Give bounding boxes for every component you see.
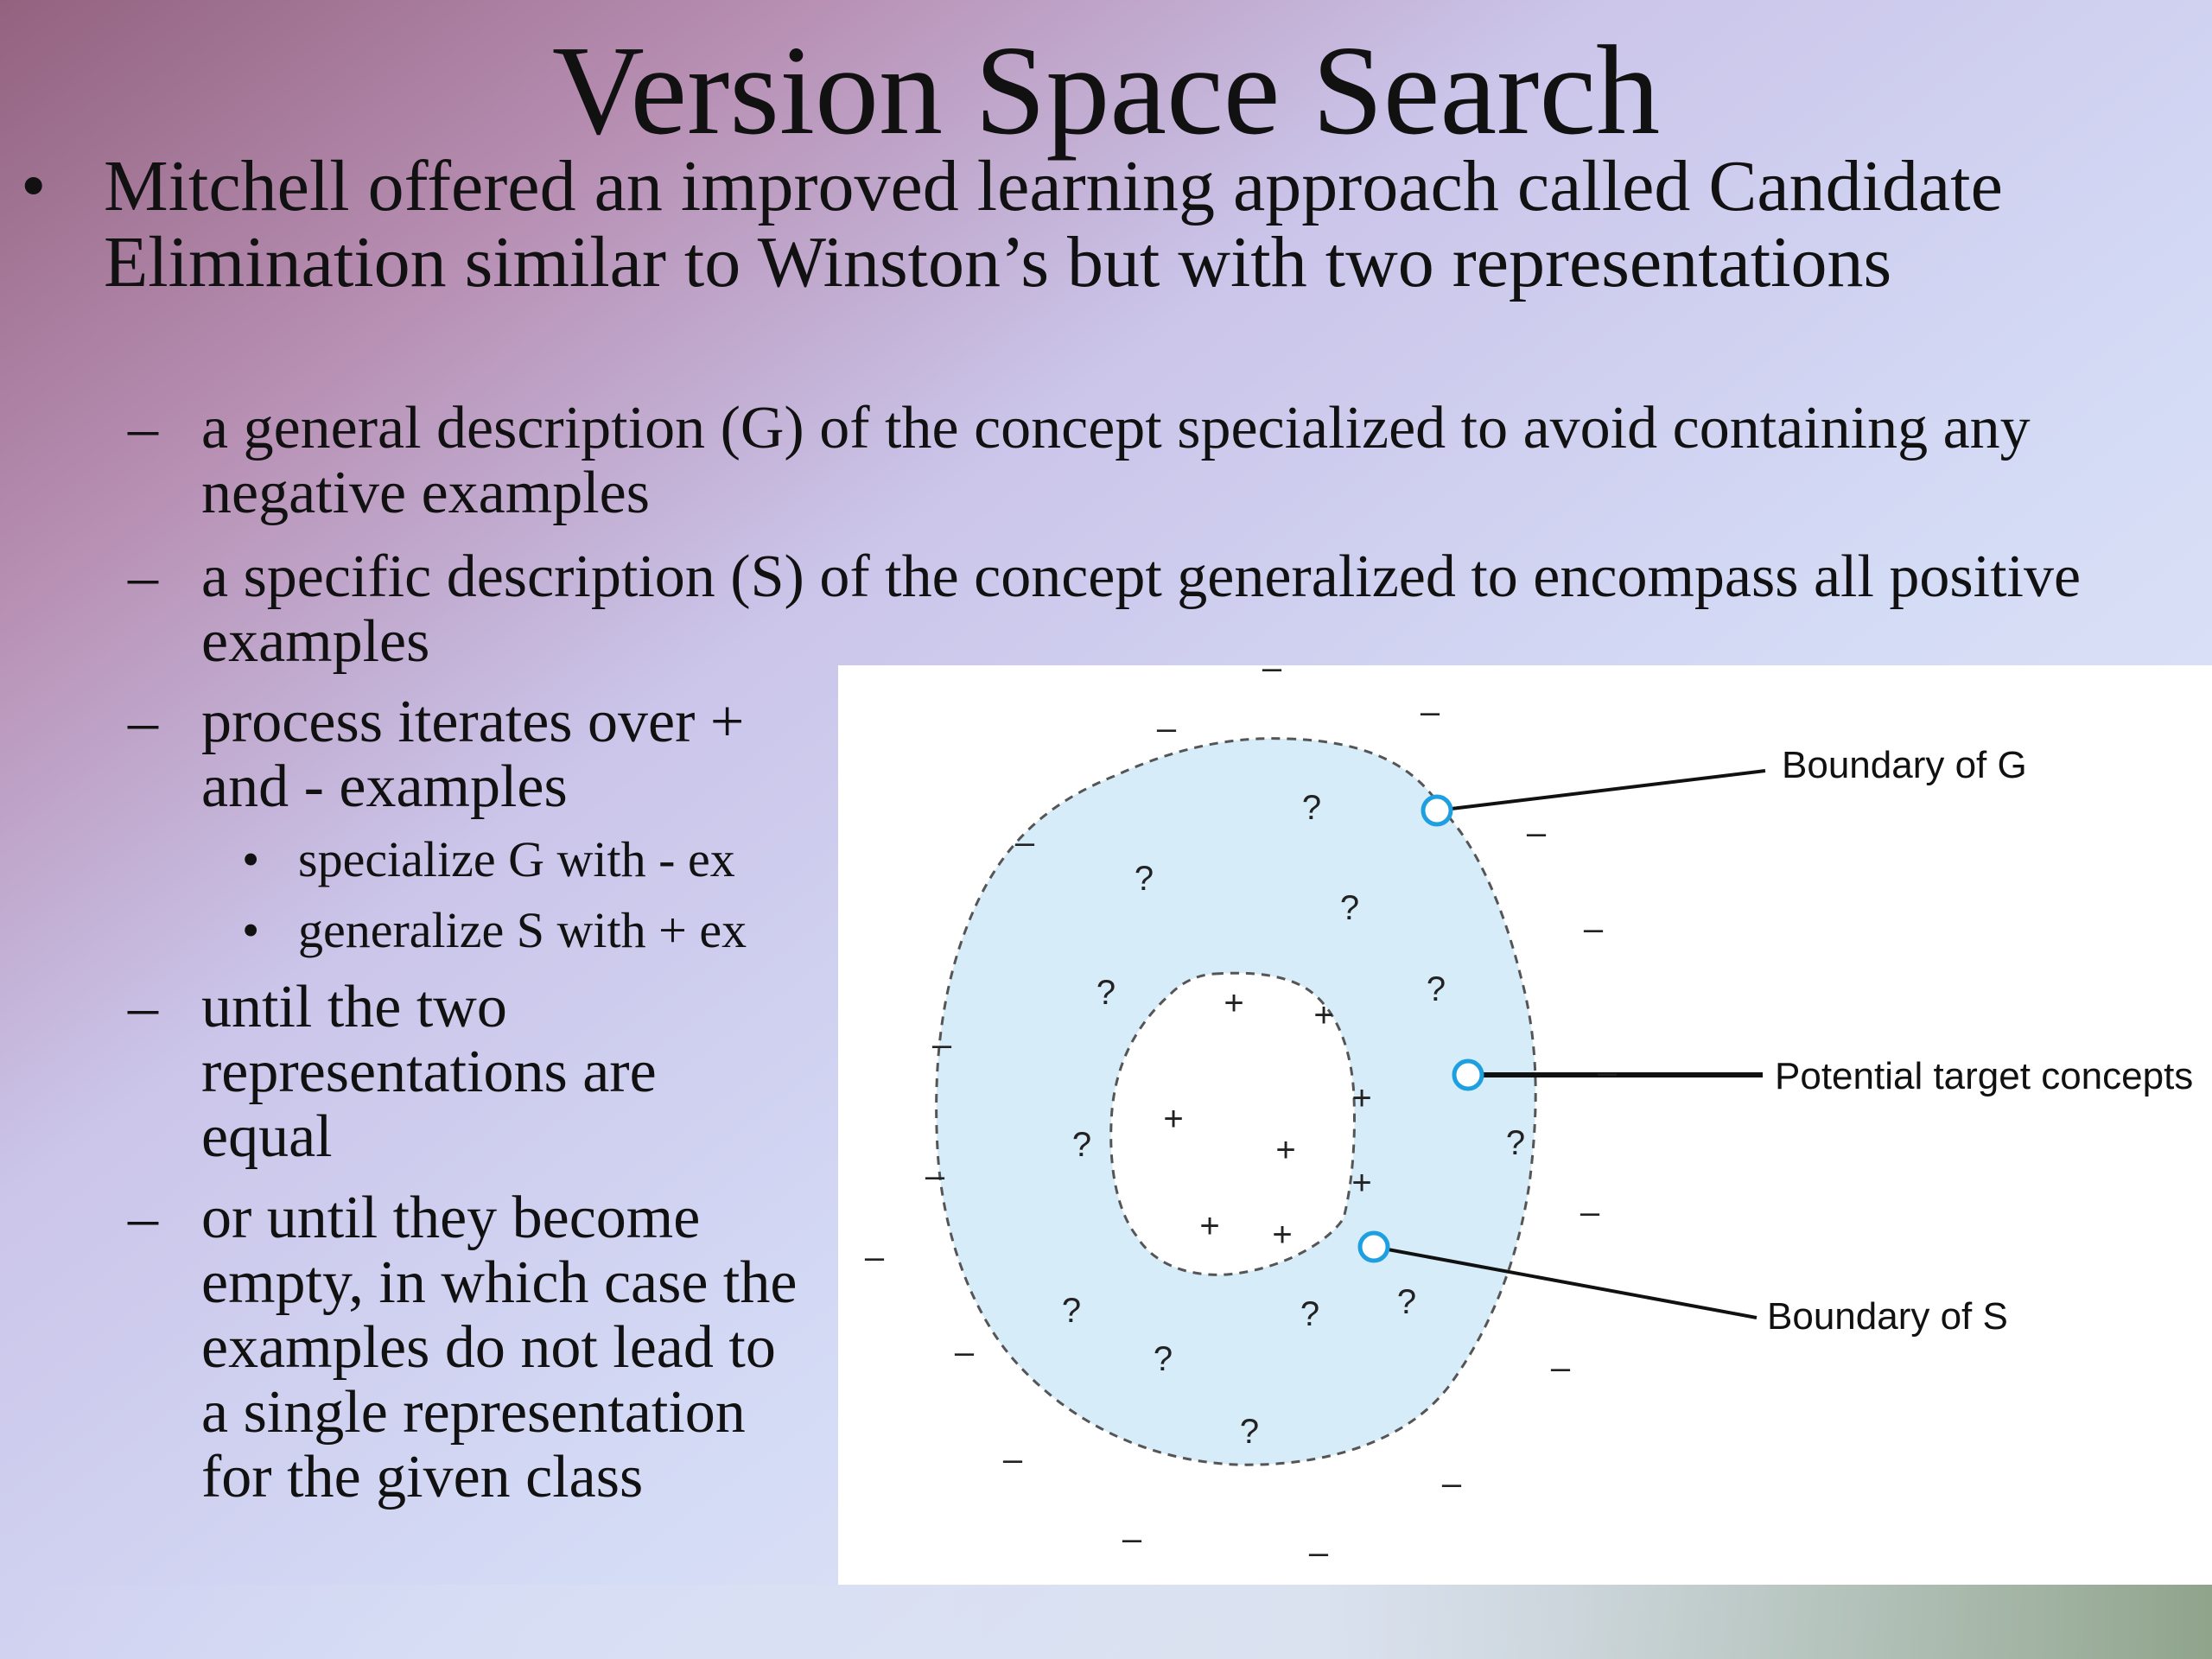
- negative-example: –: [1156, 709, 1177, 747]
- negative-example: –: [1308, 1534, 1329, 1572]
- positive-example: +: [1163, 1100, 1184, 1138]
- dash-marker: –: [128, 395, 158, 461]
- bullet-dot: •: [21, 146, 47, 226]
- main-bullet-text: Mitchell offered an improved learning approach called Candidate Elimination similar to Winston’s but with two representations: [104, 146, 2003, 302]
- positive-example: +: [1351, 1079, 1372, 1117]
- negative-example: –: [925, 1157, 945, 1195]
- label-boundary-g: Boundary of G: [1782, 744, 2027, 786]
- bullet-dot: •: [242, 831, 260, 887]
- sub-item-general: a general description (G) of the concept specialized to avoid containing any negative examples: [201, 395, 2031, 526]
- negative-example: –: [864, 1238, 885, 1276]
- negative-example: –: [931, 1026, 952, 1064]
- negative-example: –: [1002, 1440, 1023, 1478]
- subsub-item-generalize: generalize S with + ex: [298, 902, 747, 958]
- diagram-canvas: [838, 665, 2212, 1585]
- unknown-concept: ?: [1153, 1340, 1173, 1378]
- unknown-concept: ?: [1071, 1126, 1092, 1164]
- label-potential-targets: Potential target concepts: [1775, 1055, 2194, 1097]
- positive-example: +: [1275, 1131, 1296, 1169]
- positive-example: +: [1199, 1207, 1220, 1245]
- sub-item-until-empty: or until they become empty, in which case the examples do not lead to a single representation for the given class: [201, 1185, 798, 1510]
- bullet-dot: •: [242, 902, 260, 958]
- slide-title: Version Space Search: [551, 20, 1661, 162]
- sub-item-iterates: process iterates over + and - examples: [201, 689, 745, 820]
- negative-example: –: [1597, 1053, 1618, 1091]
- unknown-concept: ?: [1239, 1413, 1260, 1451]
- unknown-concept: ?: [1134, 860, 1154, 898]
- unknown-concept: ?: [1396, 1283, 1417, 1321]
- negative-example: –: [1420, 693, 1440, 731]
- negative-example: –: [1262, 665, 1282, 687]
- dash-marker: –: [128, 689, 158, 755]
- negative-example: –: [1580, 1193, 1600, 1231]
- negative-example: –: [1441, 1465, 1462, 1503]
- boundary-marker-icon: [1360, 1233, 1388, 1261]
- sub-item-until-equal: until the two representations are equal: [201, 974, 657, 1170]
- unknown-concept: ?: [1426, 970, 1446, 1008]
- positive-example: +: [1313, 996, 1334, 1034]
- subsub-item-specialize: specialize G with - ex: [298, 831, 735, 887]
- positive-example: +: [1272, 1216, 1293, 1254]
- negative-example: –: [1550, 1349, 1571, 1387]
- positive-example: +: [1224, 984, 1244, 1022]
- negative-example: –: [1014, 823, 1035, 861]
- label-boundary-s: Boundary of S: [1767, 1295, 2008, 1338]
- unknown-concept: ?: [1096, 974, 1116, 1012]
- unknown-concept: ?: [1339, 889, 1360, 927]
- negative-example: –: [1122, 1520, 1142, 1558]
- unknown-concept: ?: [1505, 1124, 1526, 1162]
- pointer-line-g: [1437, 771, 1765, 810]
- unknown-concept: ?: [1061, 1292, 1082, 1330]
- unknown-concept: ?: [1301, 789, 1322, 827]
- dash-marker: –: [128, 974, 158, 1040]
- dash-marker: –: [128, 1185, 158, 1251]
- version-space-diagram: [838, 665, 2212, 1585]
- positive-example: +: [1351, 1164, 1372, 1202]
- dash-marker: –: [128, 543, 158, 610]
- boundary-marker-icon: [1423, 797, 1451, 824]
- negative-example: –: [954, 1333, 975, 1371]
- negative-example: –: [1526, 814, 1547, 852]
- boundary-marker-icon: [1454, 1061, 1482, 1089]
- negative-example: –: [1583, 910, 1604, 948]
- sub-item-specific: a specific description (S) of the concept generalized to encompass all positive examples: [201, 543, 2082, 675]
- unknown-concept: ?: [1300, 1295, 1320, 1333]
